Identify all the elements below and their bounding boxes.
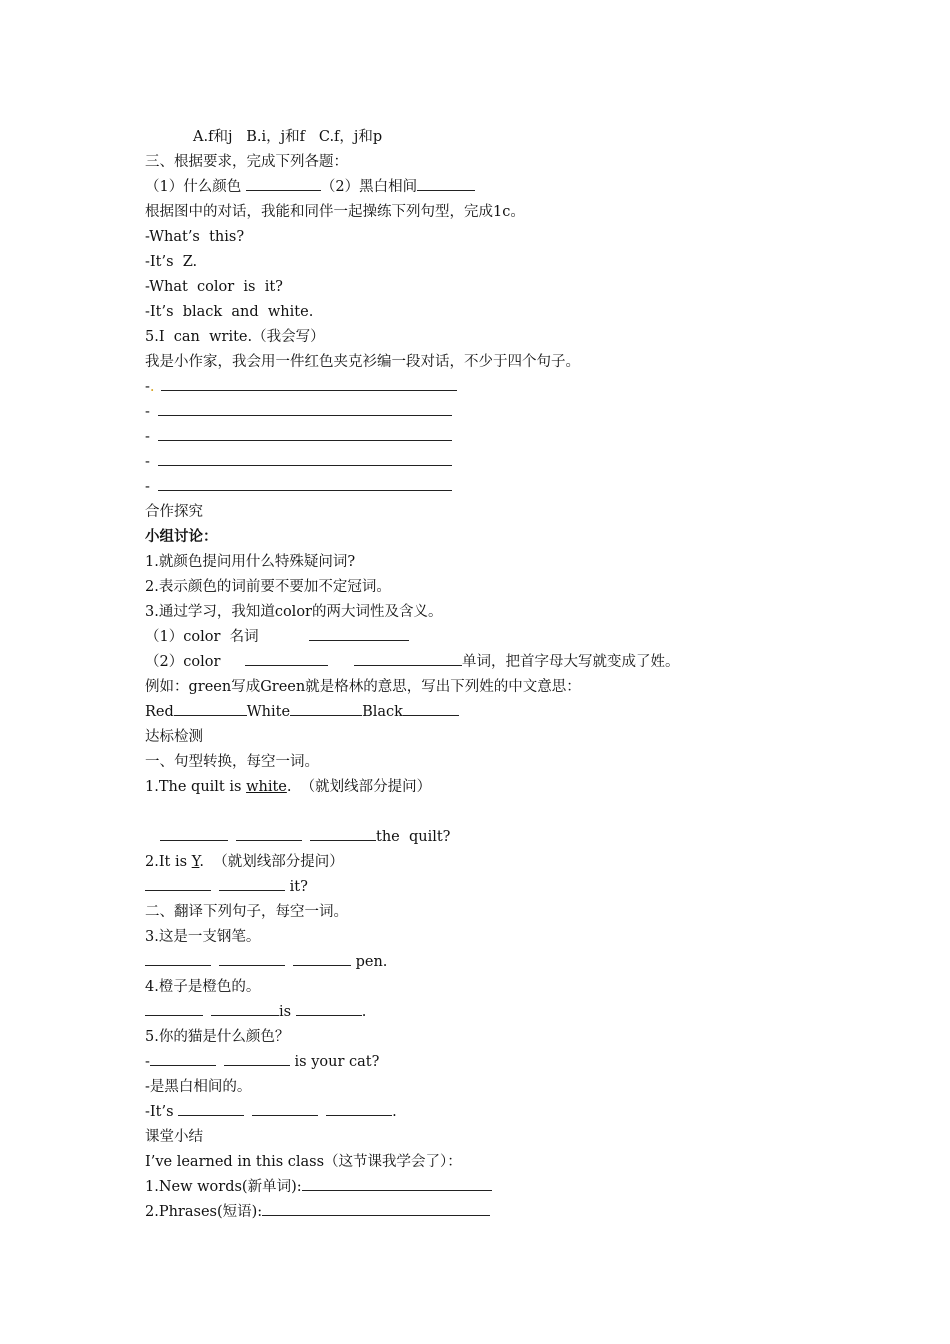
write-line	[145, 426, 452, 448]
answer-blank[interactable]	[224, 1051, 290, 1066]
question-1	[145, 776, 431, 798]
dialog-line: -What color is it?	[145, 279, 283, 295]
learned-line: I’ve learned in this class（这节课我学会了）：	[145, 1154, 462, 1170]
question-4: 4.橙子是橙色的。	[145, 979, 261, 995]
answer-blank[interactable]	[145, 1001, 203, 1016]
answer-blank[interactable]	[219, 876, 285, 891]
dash: -	[145, 454, 150, 470]
white-label: White	[246, 704, 291, 720]
answer-blank[interactable]	[290, 701, 362, 716]
q5-answer-tail: is your cat?	[289, 1054, 380, 1070]
answer-blank[interactable]	[354, 651, 462, 666]
answer-blank[interactable]	[245, 651, 328, 666]
answer-blank[interactable]	[236, 826, 302, 841]
q4-mid: is	[279, 1004, 296, 1020]
write-intro: 我是小作家，我会用一件红色夹克衫编一段对话，不少于四个句子。	[145, 354, 580, 370]
group-item: 3.通过学习，我知道color的两大词性及含义。	[145, 604, 443, 620]
q1-post: . （就划线部分提问）	[286, 779, 432, 795]
color-noun-label: （1）color 名词	[145, 629, 259, 645]
answer-blank[interactable]	[309, 626, 409, 641]
q2-answer-tail: it?	[285, 879, 308, 895]
dialog-line: -It’s Z.	[145, 254, 198, 270]
phrases-label: 2.Phrases(短语):	[145, 1204, 263, 1220]
answer-blank[interactable]	[211, 1001, 279, 1016]
answer-blank[interactable]	[246, 176, 321, 191]
q4-end: .	[361, 1004, 367, 1020]
q2-post: . （就划线部分提问）	[199, 854, 344, 870]
answer-blank[interactable]	[158, 401, 452, 416]
group-item: 1.就颜色提问用什么特殊疑问词?	[145, 554, 356, 570]
color-adj-line	[145, 651, 679, 673]
dash: -	[145, 429, 150, 445]
period: .	[392, 1104, 397, 1120]
q2-label: （2）黑白相间	[320, 179, 418, 195]
answer-blank[interactable]	[174, 701, 247, 716]
red-label: Red	[145, 704, 174, 720]
section3-title: 三、根据要求，完成下列各题：	[145, 154, 348, 170]
new-words-line	[145, 1176, 492, 1198]
q2-answer	[145, 876, 308, 898]
test-heading: 达标检测	[145, 729, 203, 745]
q2-underlined: Y	[191, 854, 200, 870]
q1-pre: 1.The quilt is	[145, 779, 247, 795]
black-label: Black	[362, 704, 403, 720]
example-line: 例如：green写成Green就是格林的意思，写出下列姓的中文意思：	[145, 679, 581, 695]
answer-blank[interactable]	[160, 826, 228, 841]
answer-blank[interactable]	[158, 476, 452, 491]
test2-title: 二、翻译下列句子，每空一词。	[145, 904, 348, 920]
surname-line	[145, 701, 459, 723]
answer-blank[interactable]	[293, 951, 351, 966]
q1-answer	[145, 826, 450, 848]
group-discussion-heading: 小组讨论：	[145, 528, 218, 545]
write-line	[145, 376, 457, 398]
answer-blank[interactable]	[145, 951, 211, 966]
q5-c-pre: -It’s	[145, 1104, 179, 1120]
write-title: 5.I can write.（我会写）	[145, 329, 325, 345]
section3-questions	[145, 176, 475, 198]
color-adj-tail: 单词，把首字母大写就变成了姓。	[461, 654, 680, 670]
new-words-label: 1.New words(新单词):	[145, 1179, 302, 1195]
answer-blank[interactable]	[326, 1101, 392, 1116]
dialog-line: -It’s black and white.	[145, 304, 314, 320]
cooperation-heading: 合作探究	[145, 504, 203, 520]
question-5: 5.你的猫是什么颜色？	[145, 1029, 290, 1045]
options-line: A.f和j B.i，j和f C.f，j和p	[193, 129, 383, 145]
phrases-line	[145, 1201, 490, 1223]
q5-answer	[145, 1051, 379, 1073]
answer-blank[interactable]	[302, 1176, 492, 1191]
answer-blank[interactable]	[161, 376, 457, 391]
q1-label: （1）什么颜色	[145, 179, 246, 195]
dialog-line: -What’s this?	[145, 229, 245, 245]
answer-blank[interactable]	[150, 1051, 216, 1066]
question-2	[145, 851, 344, 873]
answer-blank[interactable]	[219, 951, 285, 966]
write-line	[145, 451, 452, 473]
group-item: 2.表示颜色的词前要不要加不定冠词。	[145, 579, 391, 595]
answer-blank[interactable]	[417, 176, 475, 191]
answer-blank[interactable]	[262, 1201, 490, 1216]
question-3: 3.这是一支钢笔。	[145, 929, 261, 945]
q2-pre: 2.It is	[145, 854, 192, 870]
answer-blank[interactable]	[158, 426, 452, 441]
answer-blank[interactable]	[178, 1101, 244, 1116]
answer-blank[interactable]	[145, 876, 211, 891]
q3-answer-tail: pen.	[351, 954, 388, 970]
color-adj-label: （2）color	[145, 654, 225, 670]
write-line	[145, 476, 452, 498]
answer-blank[interactable]	[158, 451, 452, 466]
write-line	[145, 401, 452, 423]
q4-answer	[145, 1001, 366, 1023]
color-noun-line	[145, 626, 409, 648]
test1-title: 一、句型转换，每空一词。	[145, 754, 319, 770]
summary-heading: 课堂小结	[145, 1129, 203, 1145]
dash: -	[145, 379, 150, 395]
q1-answer-tail: the quilt?	[376, 829, 451, 845]
answer-blank[interactable]	[296, 1001, 362, 1016]
dash: -	[145, 1054, 150, 1070]
dash: -	[145, 479, 150, 495]
answer-blank[interactable]	[403, 701, 459, 716]
q5-response-answer	[145, 1101, 397, 1123]
dash: -	[145, 404, 150, 420]
q1-underlined: white	[246, 779, 287, 795]
dialog-intro: 根据图中的对话，我能和同伴一起操练下列句型，完成1c。	[145, 204, 525, 220]
q3-answer	[145, 951, 387, 973]
q5-response: -是黑白相间的。	[145, 1079, 252, 1095]
answer-blank[interactable]	[252, 1101, 318, 1116]
dot: .	[149, 379, 155, 395]
answer-blank[interactable]	[310, 826, 376, 841]
